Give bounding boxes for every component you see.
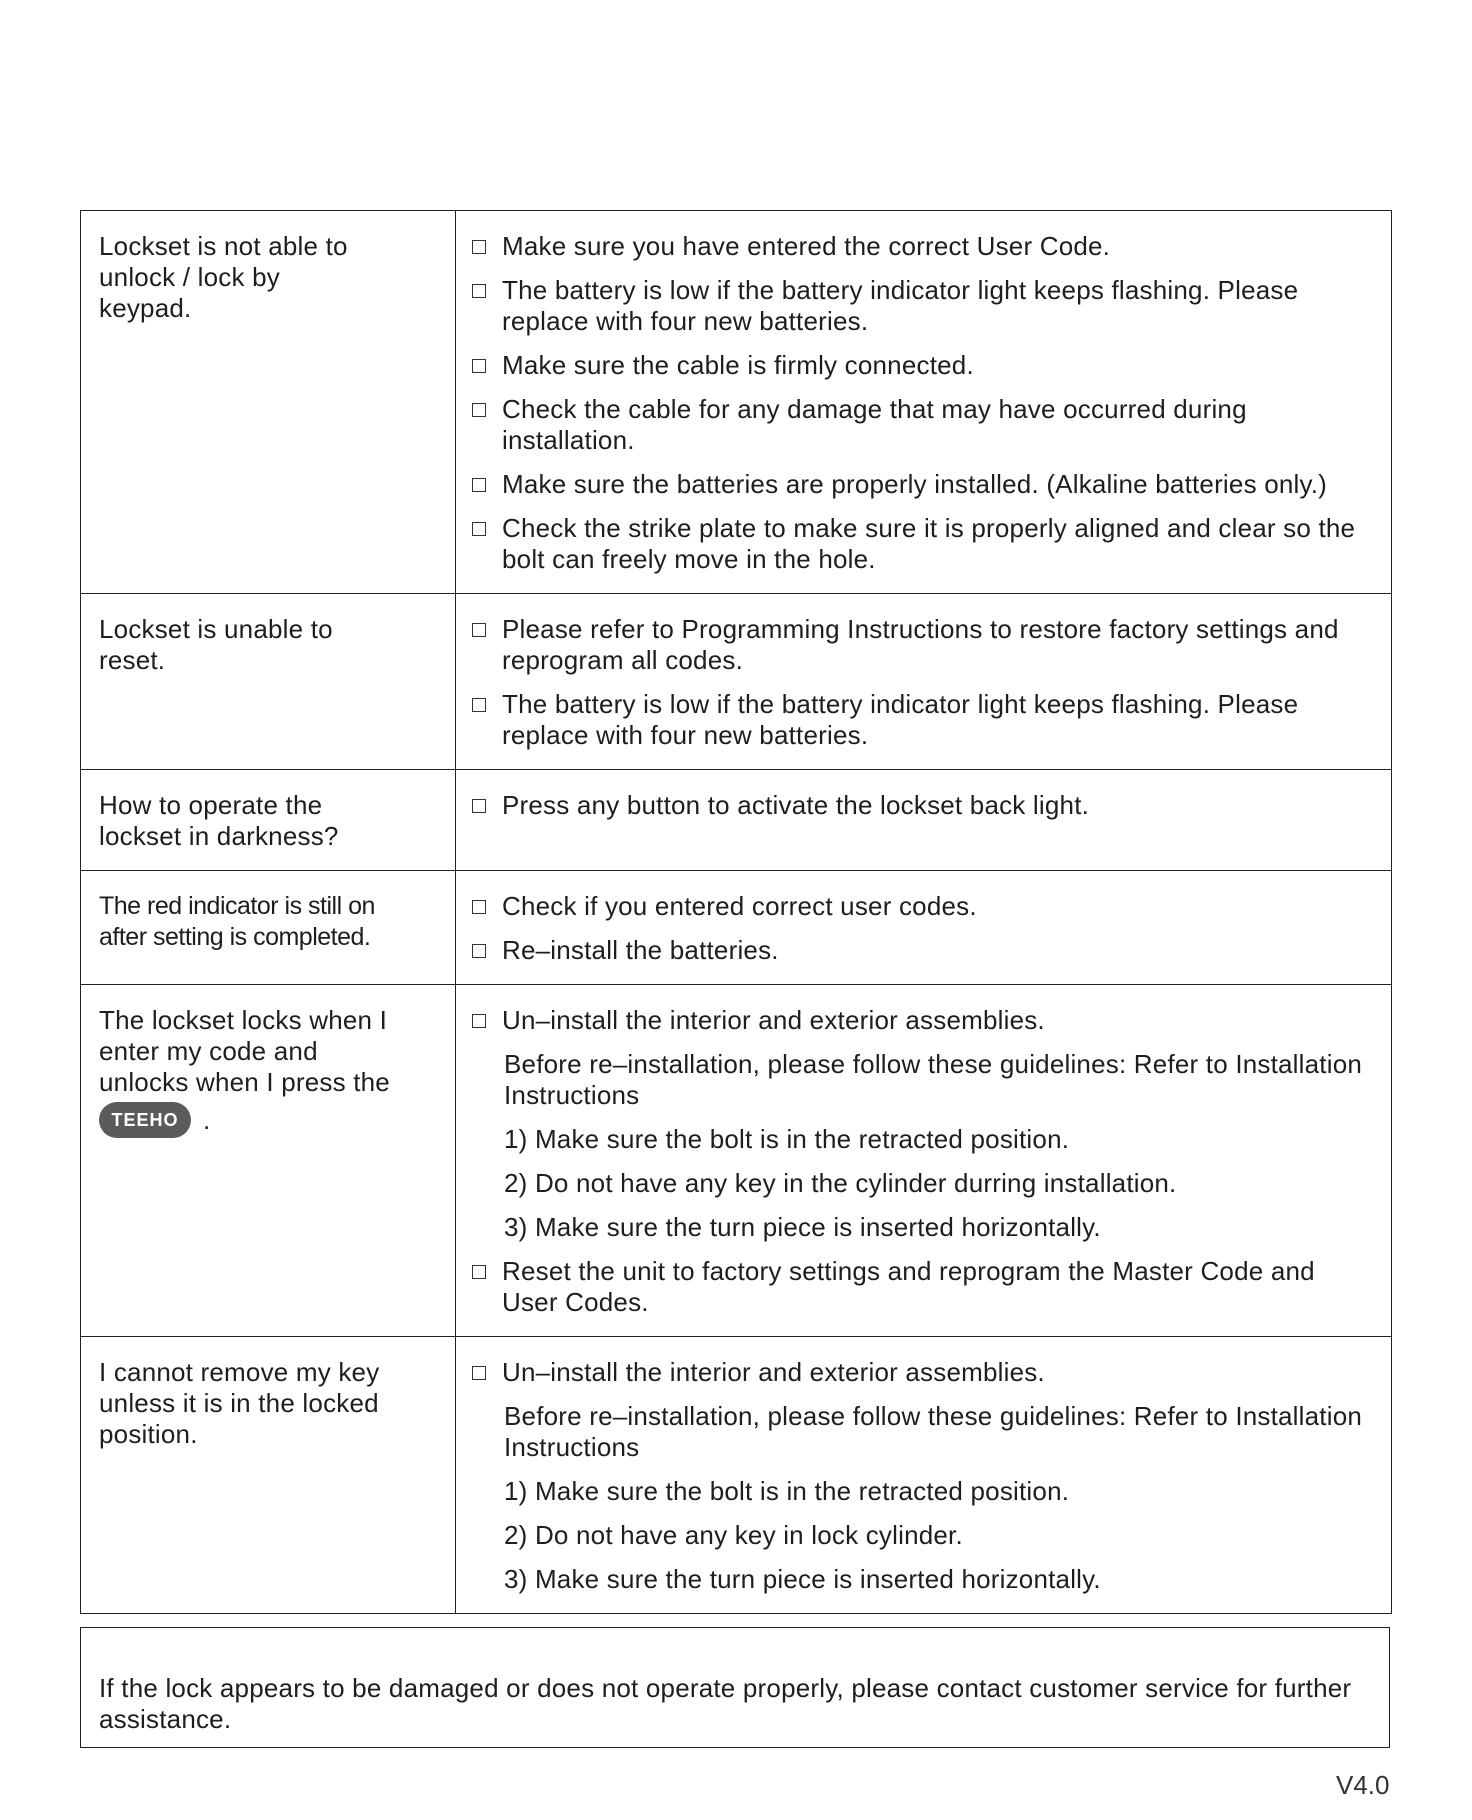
checkbox-icon xyxy=(472,799,486,813)
solution-item: Un–install the interior and exterior assemblies. xyxy=(470,1005,1373,1036)
solution-cell xyxy=(456,1337,1392,1614)
checkbox-icon xyxy=(472,698,486,712)
table-row xyxy=(81,594,1392,770)
checkbox-icon xyxy=(472,1366,486,1380)
problem-text: Lockset is not able to unlock / lock by keypad. xyxy=(99,231,348,323)
table-row xyxy=(81,770,1392,871)
logo-line xyxy=(99,1102,439,1138)
problem-text: How to operate the lockset in darkness? xyxy=(99,790,339,851)
solution-item: Please refer to Programming Instructions to restore factory settings and reprogram all codes. xyxy=(470,614,1373,676)
teeho-logo-button: TEEHO xyxy=(99,1102,191,1138)
problem-text: Lockset is unable to reset. xyxy=(99,614,333,675)
solution-item: Make sure you have entered the correct User Code. xyxy=(470,231,1373,262)
solution-item: Before re–installation, please follow these guidelines: Refer to Installation Instructions xyxy=(504,1049,1363,1110)
solution-item: 2) Do not have any key in lock cylinder. xyxy=(504,1520,963,1550)
solution-item: Make sure the cable is firmly connected. xyxy=(470,350,1373,381)
solution-cell xyxy=(456,871,1392,985)
problem-cell xyxy=(81,211,456,594)
checkbox-icon xyxy=(472,284,486,298)
table-row xyxy=(81,1337,1392,1614)
solution-item: 3) Make sure the turn piece is inserted horizontally. xyxy=(504,1564,1101,1594)
table-row xyxy=(81,871,1392,985)
solution-cell xyxy=(456,594,1392,770)
solution-item: Reset the unit to factory settings and reprogram the Master Code and User Codes. xyxy=(470,1256,1373,1318)
solution-item: Press any button to activate the lockset back light. xyxy=(470,790,1373,821)
solution-item: 1) Make sure the bolt is in the retracted position. xyxy=(504,1476,1070,1506)
checkbox-icon xyxy=(472,359,486,373)
problem-cell xyxy=(81,985,456,1337)
checkbox-icon xyxy=(472,478,486,492)
version-label: V4.0 xyxy=(1336,1770,1390,1800)
checkbox-icon xyxy=(472,900,486,914)
solution-cell xyxy=(456,211,1392,594)
problem-text: I cannot remove my key unless it is in the locked position. xyxy=(99,1357,380,1449)
solution-item: Check the strike plate to make sure it is properly aligned and clear so the bolt can freely move in the hole. xyxy=(470,513,1373,575)
table-row xyxy=(81,985,1392,1337)
problem-cell xyxy=(81,770,456,871)
customer-service-notice: If the lock appears to be damaged or does not operate properly, please contact customer service for further assistance. xyxy=(80,1627,1390,1748)
checkbox-icon xyxy=(472,403,486,417)
solution-item: 1) Make sure the bolt is in the retracted position. xyxy=(504,1124,1070,1154)
problem-text: The lockset locks when I enter my code and unlocks when I press the xyxy=(99,1005,390,1097)
checkbox-icon xyxy=(472,1014,486,1028)
problem-cell xyxy=(81,1337,456,1614)
solution-item: Un–install the interior and exterior assemblies. xyxy=(470,1357,1373,1388)
checkbox-icon xyxy=(472,240,486,254)
problem-text: The red indicator is still on after setting is completed. xyxy=(99,892,375,951)
solution-cell xyxy=(456,770,1392,871)
solution-item: 2) Do not have any key in the cylinder durring installation. xyxy=(504,1168,1177,1198)
checkbox-icon xyxy=(472,944,486,958)
table-row xyxy=(81,211,1392,594)
solution-item: 3) Make sure the turn piece is inserted horizontally. xyxy=(504,1212,1101,1242)
solution-item: The battery is low if the battery indicator light keeps flashing. Please replace with four new batteries. xyxy=(470,275,1373,337)
checkbox-icon xyxy=(472,522,486,536)
problem-cell xyxy=(81,594,456,770)
problem-cell xyxy=(81,871,456,985)
solution-item: Re–install the batteries. xyxy=(470,935,1373,966)
checkbox-icon xyxy=(472,1265,486,1279)
solution-item: Check the cable for any damage that may have occurred during installation. xyxy=(470,394,1373,456)
checkbox-icon xyxy=(472,623,486,637)
solution-item: Make sure the batteries are properly installed. (Alkaline batteries only.) xyxy=(470,469,1373,500)
solution-item: Before re–installation, please follow these guidelines: Refer to Installation Instructions xyxy=(504,1401,1363,1462)
logo-suffix: . xyxy=(203,1104,211,1135)
solution-item: The battery is low if the battery indicator light keeps flashing. Please replace with four new batteries. xyxy=(470,689,1373,751)
solution-cell xyxy=(456,985,1392,1337)
solution-item: Check if you entered correct user codes. xyxy=(470,891,1373,922)
troubleshooting-table xyxy=(80,210,1392,1614)
